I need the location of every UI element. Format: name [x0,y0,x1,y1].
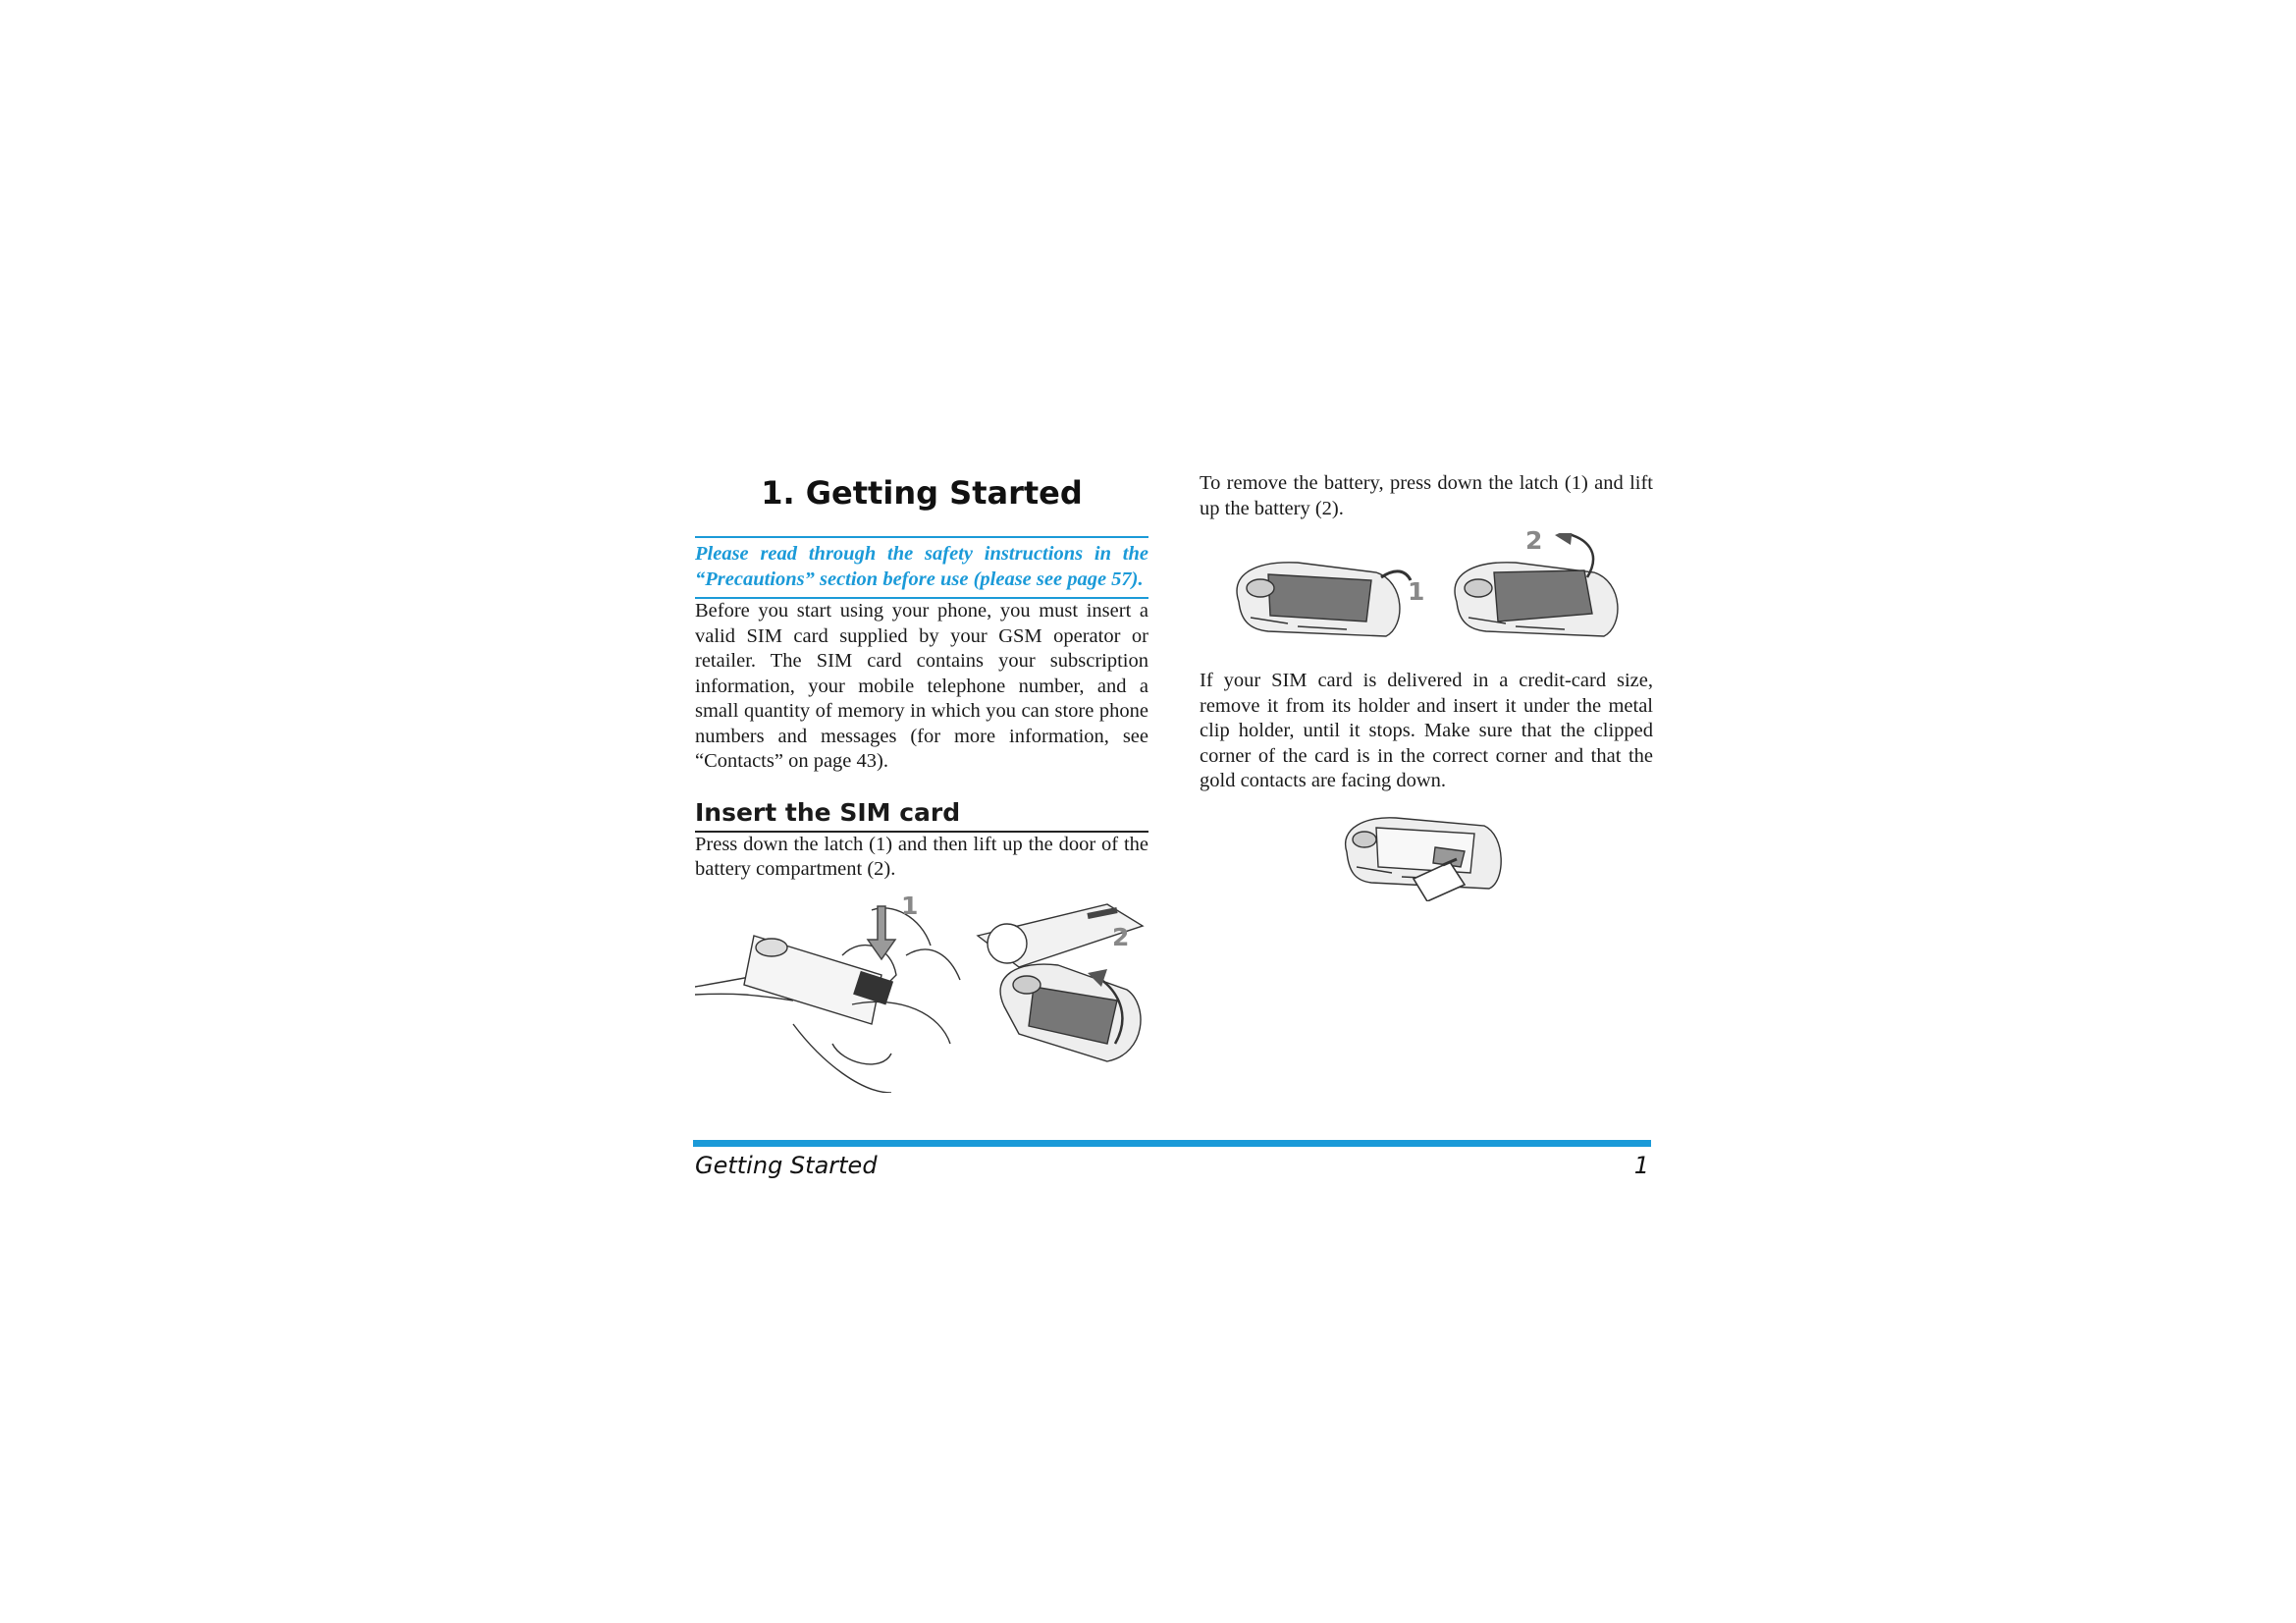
intro-paragraph: Before you start using your phone, you must insert a valid SIM card supplied by your GSM operator or retailer. The SIM card contains your subscription information, your mobile telephone number, and a small quantity of memory in which you can store phone numbers and messages (for more information, see “Contacts” on page 43). [695,600,1148,772]
footer-rule [693,1140,1651,1147]
battery-paragraph: To remove the battery, press down the latch (1) and lift up the battery (2). [1200,472,1653,519]
sim-insertion-illustration [1200,808,1653,901]
step-paragraph: Press down the latch (1) and then lift up the door of the battery compartment (2). [695,833,1148,880]
figure-label-2: 2 [1112,923,1130,951]
safety-note: Please read through the safety instructions in the “Precautions” section before use (please see page 57). [695,536,1148,599]
section-heading: Insert the SIM card [695,796,1148,833]
battery-label-1: 1 [1408,577,1425,606]
battery-door-illustration [695,896,1148,1093]
left-column [695,471,1148,1093]
battery-label-2: 2 [1525,526,1543,555]
right-column [1200,471,1653,901]
page-number: 1 [1633,1152,1649,1179]
footer-title: Getting Started [695,1152,878,1179]
sim-paragraph: If your SIM card is delivered in a credit-card size, remove it from its holder and insert it under the metal clip holder, until it stops. Make sure that the clipped corner of the card is in the correct corner and that the gold contacts are facing down. [1200,670,1653,791]
battery-removal-illustration [1200,533,1653,651]
figure-label-1: 1 [901,892,919,920]
chapter-title: 1. Getting Started [761,474,1083,512]
